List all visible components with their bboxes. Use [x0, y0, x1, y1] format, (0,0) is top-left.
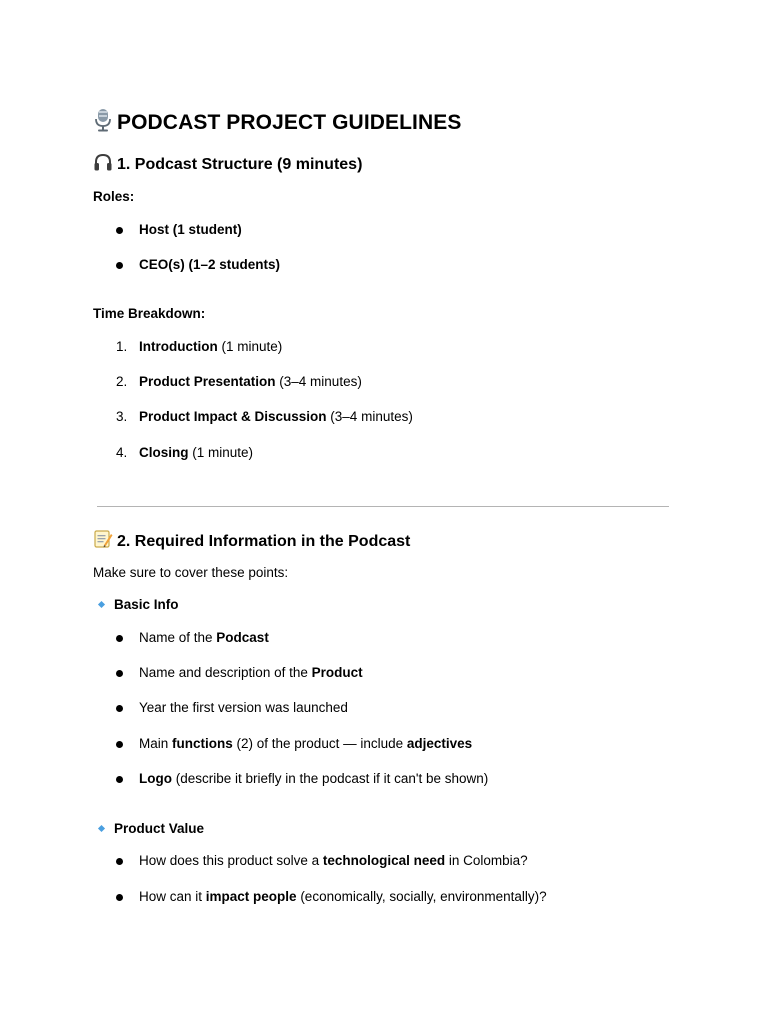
text-bold: functions: [172, 736, 233, 751]
item-number: 2.: [116, 374, 128, 389]
bullet-icon: [116, 262, 123, 269]
list-item: [0, 771, 700, 789]
item-duration: (3–4 minutes): [275, 374, 362, 389]
intro-paragraph: Make sure to cover these points:: [93, 565, 289, 580]
list-item: [0, 257, 700, 275]
list-item-text: CEO(s) (1–2 students): [139, 257, 281, 272]
roles-label: Roles:: [93, 189, 135, 204]
text-normal: Main: [139, 736, 173, 751]
subsection-label: Product Value: [114, 821, 205, 836]
microphone-icon: [93, 108, 113, 138]
text-normal: How can it: [139, 889, 206, 904]
document-title-text: PODCAST PROJECT GUIDELINES: [117, 111, 462, 134]
item-title: Introduction: [139, 339, 218, 354]
section-2-heading-text: 2. Required Information in the Podcast: [117, 533, 411, 550]
time-breakdown-label: Time Breakdown:: [93, 306, 206, 321]
list-item: [0, 700, 700, 718]
list-item: [0, 630, 700, 648]
item-title: Product Presentation: [139, 374, 276, 389]
text-normal: How does this product solve a: [139, 853, 323, 868]
bullet-icon: [116, 741, 123, 748]
text-normal: (economically, socially, environmentally)?: [296, 889, 547, 904]
list-item: [0, 889, 700, 907]
document-title: [93, 108, 461, 138]
small-blue-diamond-icon: [98, 825, 105, 832]
text-normal: Name of the: [139, 630, 217, 645]
numbered-item: [0, 339, 700, 357]
item-number: 4.: [116, 445, 128, 460]
text-normal: in Colombia?: [445, 853, 528, 868]
item-duration: (1 minute): [188, 445, 254, 460]
text-bold: technological need: [322, 853, 446, 868]
text-bold: adjectives: [406, 736, 473, 751]
section-2-heading: [93, 529, 410, 554]
bullet-icon: [116, 227, 123, 234]
text-bold: Logo: [139, 771, 172, 786]
numbered-item: [0, 409, 700, 427]
item-duration: (1 minute): [217, 339, 283, 354]
item-number: 3.: [116, 409, 128, 424]
text-normal: Name and description of the: [139, 665, 312, 680]
small-blue-diamond-icon: [98, 601, 105, 608]
bullet-icon: [116, 635, 123, 642]
bullet-icon: [116, 858, 123, 865]
item-title: Product Impact & Discussion: [139, 409, 327, 424]
memo-icon: [93, 529, 113, 554]
numbered-item: [0, 445, 700, 463]
horizontal-divider: [97, 506, 669, 507]
text-normal: (describe it briefly in the podcast if it can't be shown): [172, 771, 489, 786]
text-bold: Product: [311, 665, 363, 680]
list-item: [0, 222, 700, 240]
list-item-text: Host (1 student): [139, 222, 242, 237]
bullet-icon: [116, 705, 123, 712]
list-item: [0, 665, 700, 683]
item-title: Closing: [139, 445, 189, 460]
text-normal: Year the first version was launched: [139, 700, 348, 715]
list-item: [0, 736, 700, 754]
bullet-icon: [116, 776, 123, 783]
section-1-heading-text: 1. Podcast Structure (9 minutes): [117, 156, 363, 173]
text-bold: impact people: [205, 889, 297, 904]
headphones-icon: [93, 153, 113, 177]
text-normal: (2) of the product — include: [232, 736, 407, 751]
item-duration: (3–4 minutes): [326, 409, 413, 424]
bullet-icon: [116, 894, 123, 901]
text-bold: Podcast: [216, 630, 269, 645]
list-item: [0, 853, 700, 871]
bullet-icon: [116, 670, 123, 677]
subsection-label: Basic Info: [114, 597, 179, 612]
section-1-heading: [93, 153, 362, 177]
item-number: 1.: [116, 339, 128, 354]
numbered-item: [0, 374, 700, 392]
